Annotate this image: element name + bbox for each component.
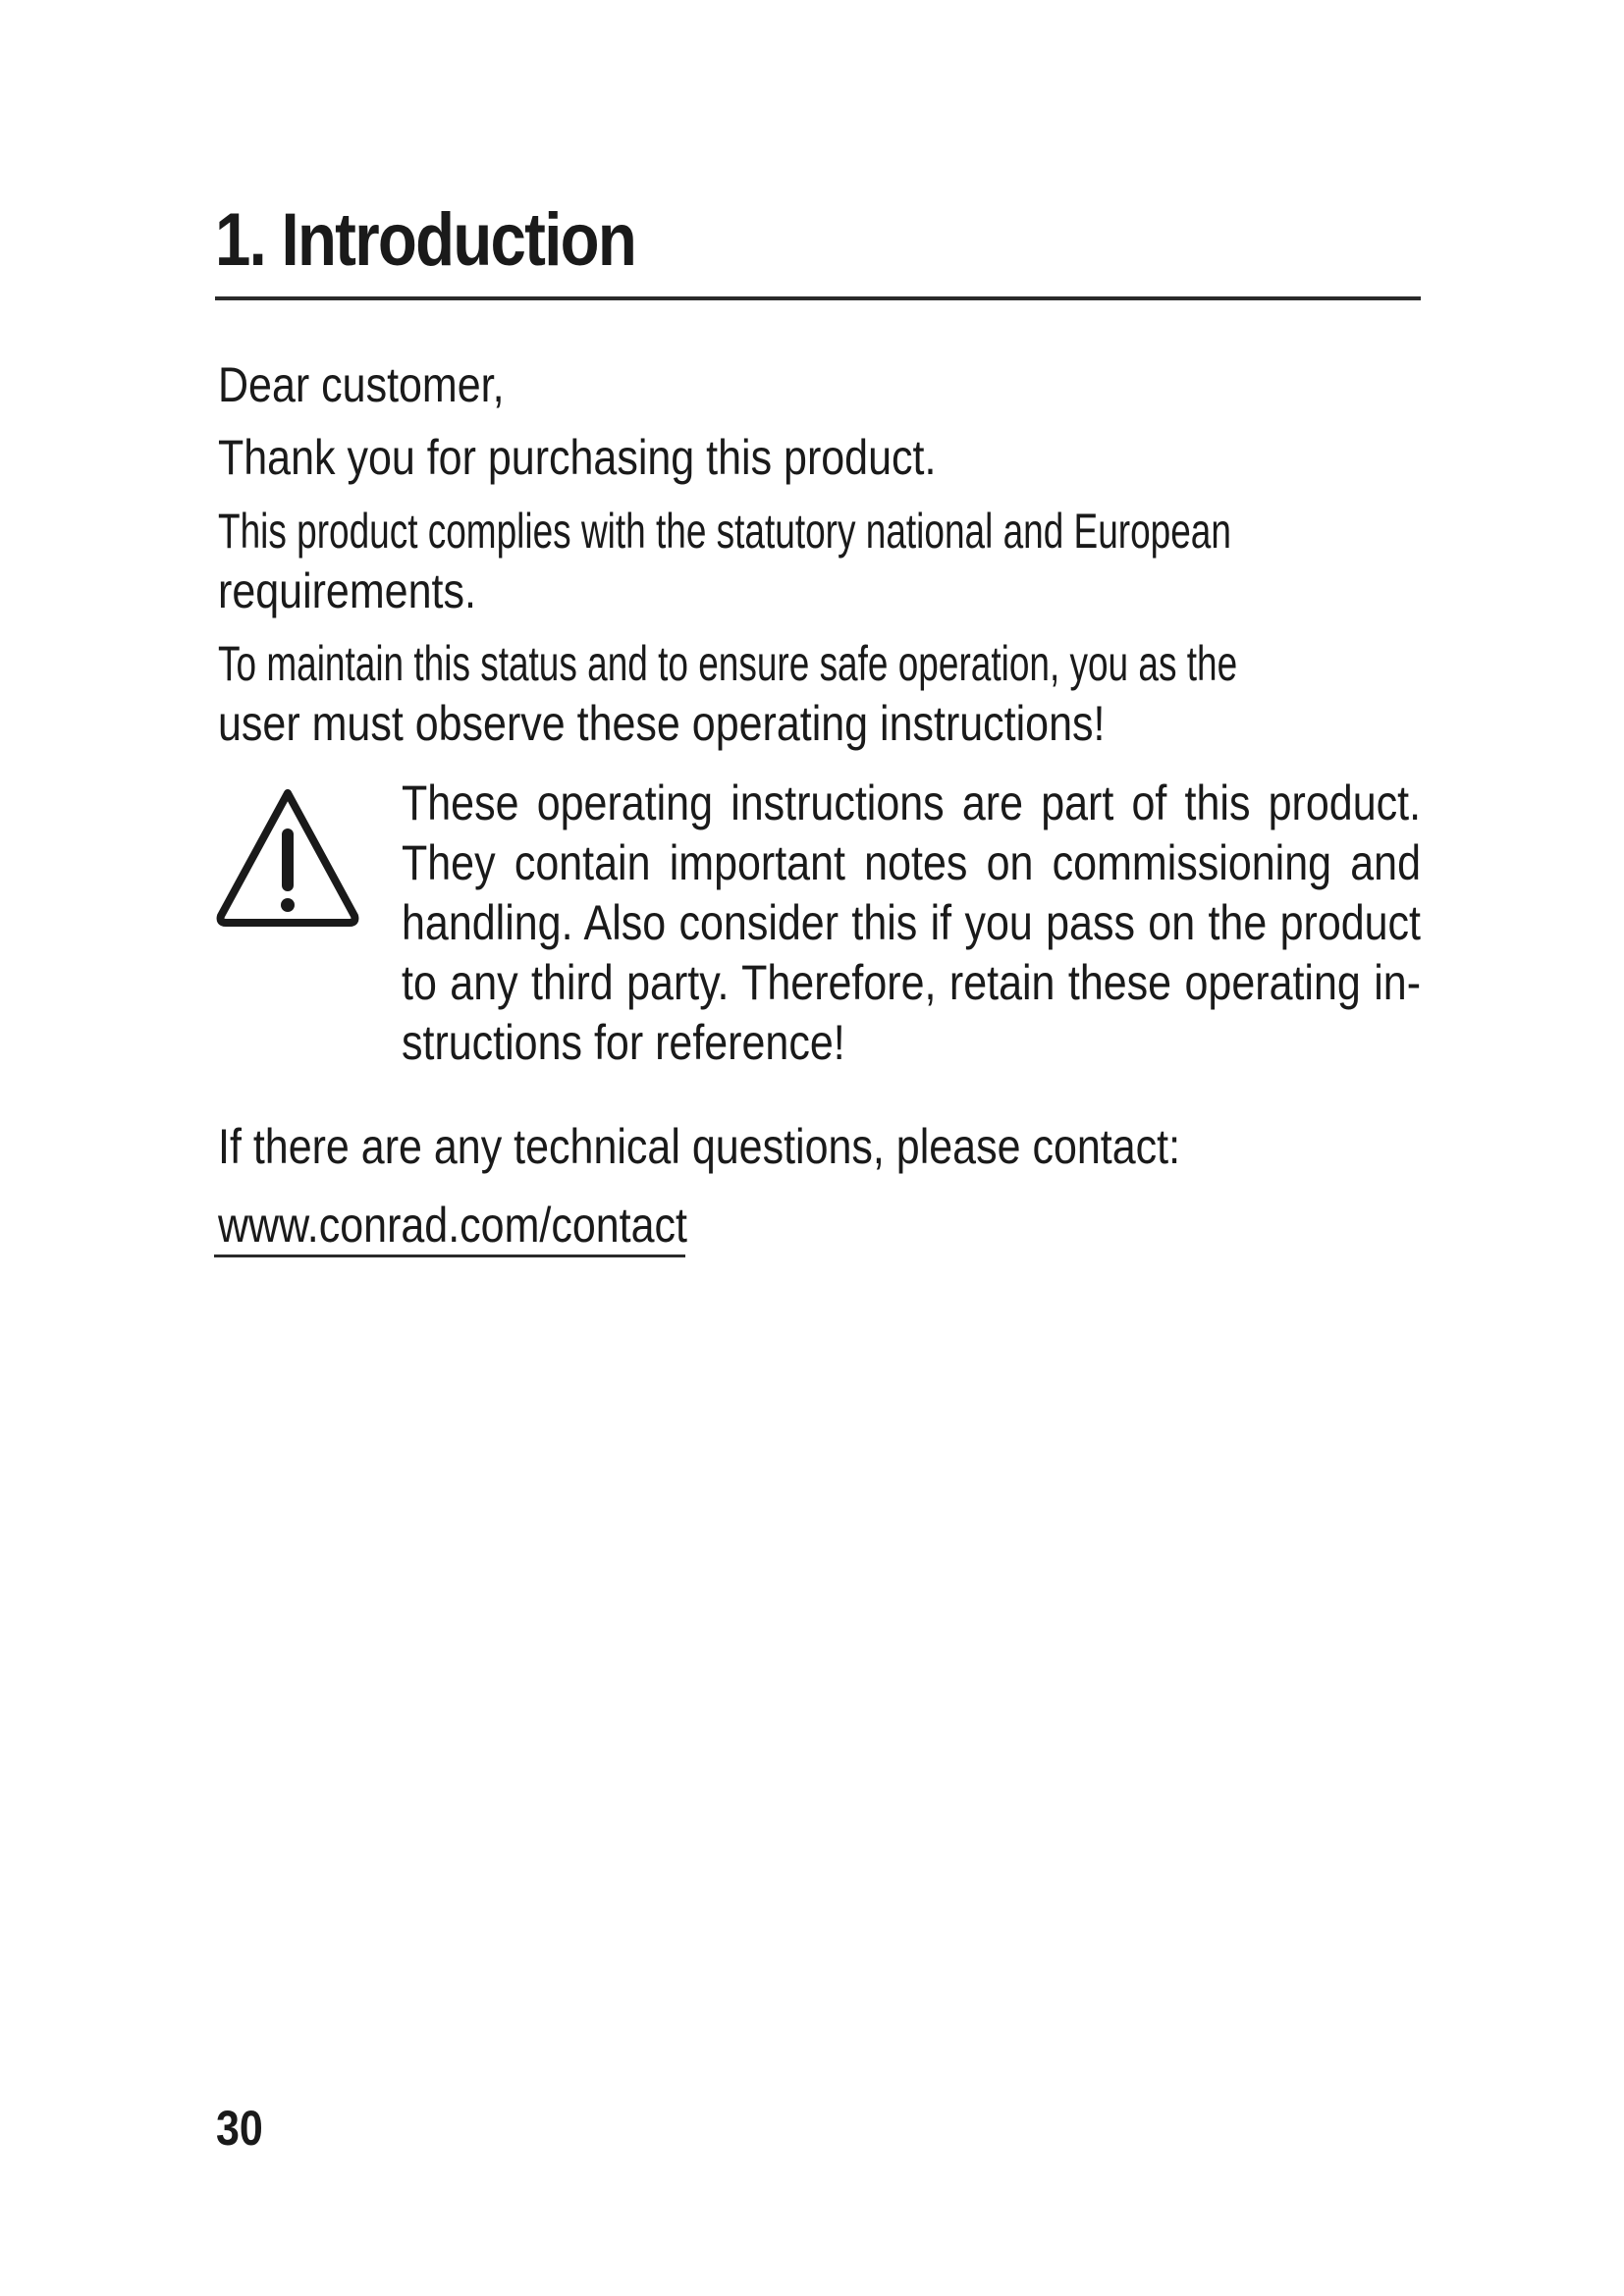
maintain-paragraph bbox=[218, 634, 1253, 754]
thanks-text: Thank you for purchasing this product. bbox=[218, 430, 937, 485]
contact-text: If there are any technical questions, please contact: bbox=[218, 1119, 1181, 1174]
contact-link[interactable]: www.conrad.com/contact bbox=[218, 1198, 687, 1253]
page-number: 30 bbox=[216, 2101, 263, 2156]
warning-line-3: handling. Also consider this if you pass on the product bbox=[402, 895, 1422, 950]
compliance-line-2: requirements. bbox=[218, 563, 476, 618]
maintain-line-2: user must observe these operating instructions! bbox=[218, 696, 1106, 751]
warning-line-2: They contain important notes on commissioning and bbox=[402, 835, 1422, 890]
section-title: 1. Introduction bbox=[215, 198, 636, 282]
maintain-line-1: To maintain this status and to ensure safe operation, you as the bbox=[218, 636, 1238, 691]
warning-line-4: to any third party. Therefore, retain these operating in- bbox=[402, 955, 1422, 1010]
compliance-line-1: This product complies with the statutory national and European bbox=[218, 504, 1231, 559]
contact-link-underline bbox=[214, 1255, 685, 1257]
warning-line-1: These operating instructions are part of this product. bbox=[402, 775, 1422, 830]
warning-line-5: structions for reference! bbox=[402, 1015, 845, 1070]
warning-paragraph bbox=[402, 774, 1421, 1073]
title-divider bbox=[215, 296, 1421, 300]
greeting-text: Dear customer, bbox=[218, 357, 505, 412]
compliance-paragraph bbox=[218, 502, 1253, 621]
warning-triangle-icon bbox=[214, 785, 361, 933]
